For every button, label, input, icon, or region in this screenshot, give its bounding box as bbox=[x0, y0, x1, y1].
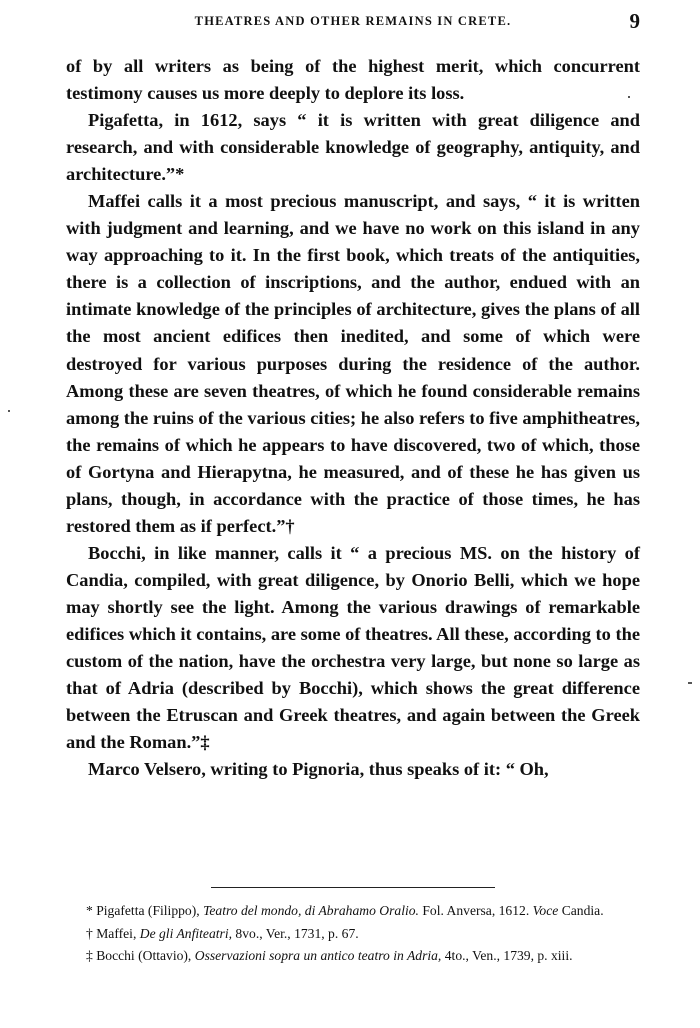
footnotes bbox=[66, 900, 640, 968]
scan-speck bbox=[628, 96, 630, 98]
body-text bbox=[66, 53, 640, 783]
footnote-author: Bocchi (Ottavio), bbox=[96, 948, 192, 963]
footnote-title: Osservazioni sopra un antico teatro in Adria, bbox=[194, 948, 442, 963]
footnote-mark: † bbox=[86, 925, 93, 941]
running-header bbox=[66, 10, 640, 36]
paragraph-bocchi: Bocchi, in like manner, calls it “ a precious MS. on the history of Candia, compiled, with great diligence, by Onorio Belli, which we hope may shortly see the light. Among the various drawings of remarkable edifices which it contains, are some of theatres. All these, according to the custom of the nation, have the orchestra very large, but none so large as that of Adria (described by Bocchi), which shows the great difference between the Etruscan and Greek theatres, and again between the Greek and the Roman.”‡ bbox=[66, 542, 640, 753]
footnote bbox=[66, 945, 640, 968]
footnote-author: Maffei, bbox=[96, 925, 137, 941]
footnote bbox=[66, 923, 640, 946]
footnote-extra-italic: Voce bbox=[532, 903, 559, 918]
page-number: 9 bbox=[629, 9, 640, 33]
paragraph-pigafetta: Pigafetta, in 1612, says “ it is written with great diligence and research, and with considerable knowledge of geography, antiquity, and architecture.”* bbox=[66, 110, 640, 185]
footnote-publication: 4to., Ven., 1739, p. xiii. bbox=[444, 948, 573, 963]
scan-speck bbox=[688, 682, 692, 684]
footnote-divider bbox=[211, 887, 495, 888]
footnote-author: Pigafetta (Filippo), bbox=[96, 903, 200, 918]
footnote bbox=[66, 900, 640, 923]
paragraph-velsero: Marco Velsero, writing to Pignoria, thus speaks of it: “ Oh, bbox=[88, 759, 549, 780]
footnote-mark: ‡ bbox=[86, 948, 93, 963]
footnote-title: De gli Anfiteatri, bbox=[139, 925, 233, 941]
footnote-publication: Fol. Anversa, 1612. bbox=[422, 903, 530, 918]
paragraph-maffei: Maffei calls it a most precious manuscript, and says, “ it is written with judgment and learning, and we have no work on this island in any way approaching to it. In the first book, which treats of the antiquities, there is a collection of inscriptions, and the author, endued with an intimate knowledge of the principles of architecture, gives the plans of all the most ancient edifices then inedited, and some of which were destroyed for various purposes during the residence of the author. Among these are seven theatres, of which he found considerable remains among the ruins of the various cities; he also refers to five amphitheatres, the remains of which he appears to have discovered, two of which, those of Gortyna and Hierapytna, he measured, and of these he has given us plans, though, in accordance with the practice of those times, he has restored them as if perfect.”† bbox=[66, 191, 640, 536]
scan-speck bbox=[8, 410, 10, 412]
footnote-publication: 8vo., Ver., 1731, p. 67. bbox=[235, 925, 359, 941]
footnote-title: Teatro del mondo, di Abrahamo Oralio. bbox=[203, 903, 419, 918]
paragraph-continuation: of by all writers as being of the highest merit, which concurrent testimony causes us more deeply to deplore its loss. bbox=[66, 56, 640, 104]
footnote-mark: * bbox=[86, 903, 93, 918]
running-title: THEATRES AND OTHER REMAINS IN CRETE. bbox=[194, 14, 512, 28]
footnote-extra: Candia. bbox=[561, 903, 604, 918]
